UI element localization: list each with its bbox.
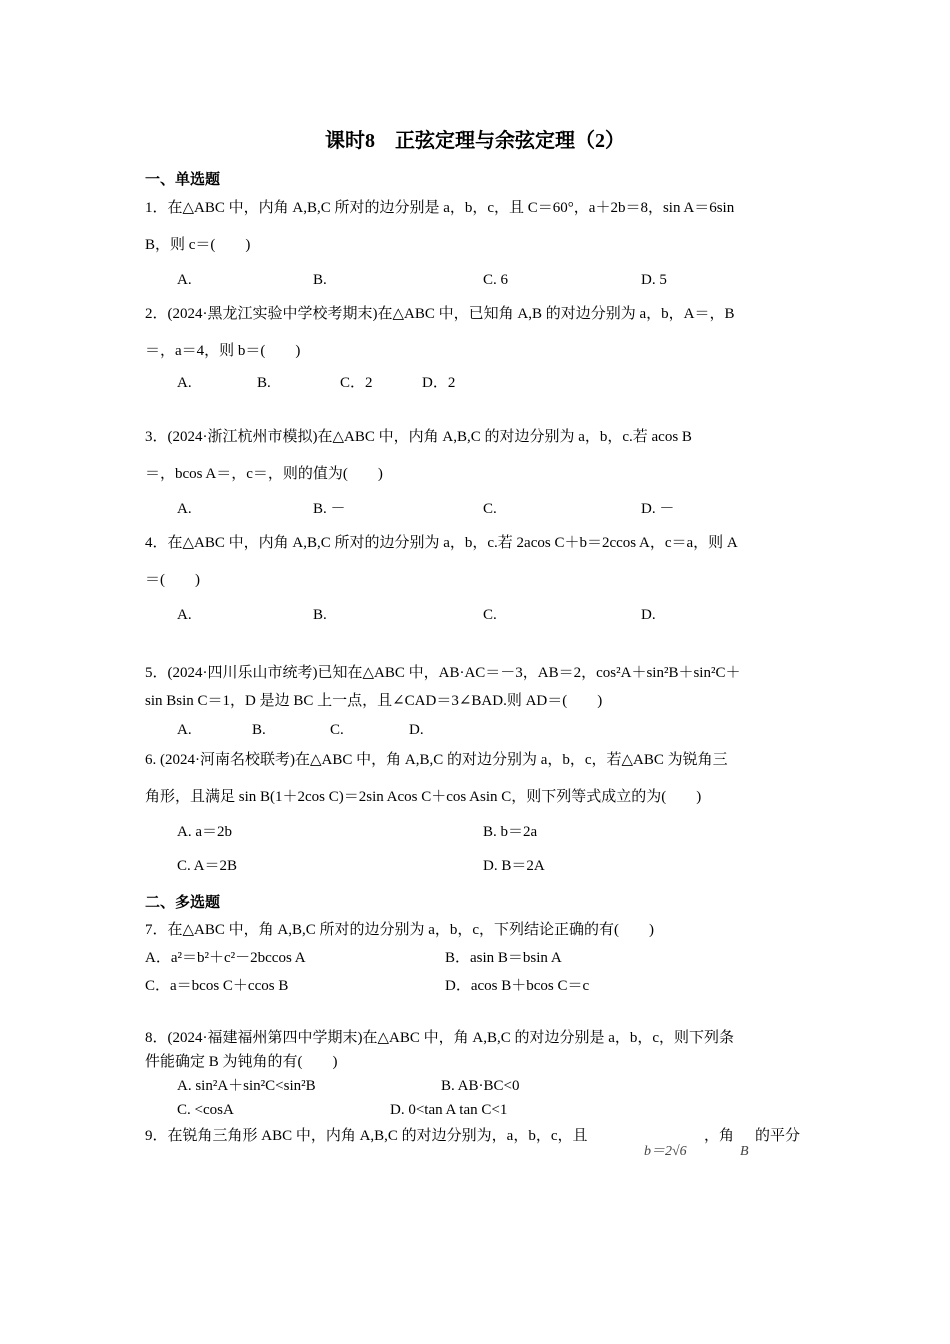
page-title: 课时8 正弦定理与余弦定理（2） — [325, 130, 625, 152]
q5-option-b: B. — [252, 722, 266, 738]
q8-line1: 8．(2024·福建福州第四中学期末)在△ABC 中，角 A,B,C 的对边分别是 a，b，c，则下列条 — [145, 1030, 735, 1046]
q7-option-a: A．a²＝b²＋c²－2bccos A — [145, 950, 306, 966]
q3-option-b: B. － — [313, 501, 346, 517]
q2-option-c: C．2 — [340, 375, 373, 391]
q4-option-b: B. — [313, 607, 327, 623]
q5-option-d: D. — [409, 722, 424, 738]
q5-line1: 5．(2024·四川乐山市统考)已知在△ABC 中，AB·AC＝－3，AB＝2，cos²A＋sin²B＋sin²C＋ — [145, 665, 741, 681]
q1-line1: 1．在△ABC 中，内角 A,B,C 所对的边分别是 a，b，c，且 C＝60°，a＋2b＝8，sin A＝6sin — [145, 200, 735, 216]
section-multi-choice: 二、多选题 — [145, 895, 221, 911]
q9-tail2: 的平分 — [755, 1128, 801, 1144]
q6-option-d: D. B＝2A — [483, 858, 545, 874]
q5-option-a: A. — [177, 722, 192, 738]
q8-line2: 件能确定 B 为钝角的有( ) — [145, 1054, 338, 1070]
q8-option-a: A. sin²A＋sin²C<sin²B — [177, 1078, 316, 1094]
q3-option-d: D. － — [641, 501, 675, 517]
q8-option-c: C. <cosA — [177, 1102, 234, 1118]
q3-line2: ＝，bcos A＝，c＝，则的值为( ) — [145, 466, 383, 482]
q6-option-c: C. A＝2B — [177, 858, 238, 874]
q4-option-c: C. — [483, 607, 497, 623]
q6-option-b: B. b＝2a — [483, 824, 538, 840]
q9-tail1: ，角 — [704, 1128, 735, 1144]
q9-formula2: B — [740, 1144, 749, 1159]
q2-option-a: A. — [177, 375, 192, 391]
q6-line2: 角形，且满足 sin B(1＋2cos C)＝2sin Acos C＋cos Asin C，则下列等式成立的为( ) — [145, 789, 702, 805]
q8-option-b: B. AB·BC<0 — [441, 1078, 520, 1094]
q4-line2: ＝( ) — [145, 572, 200, 588]
q7-line1: 7．在△ABC 中，角 A,B,C 所对的边分别为 a，b，c，下列结论正确的有( ) — [145, 922, 655, 938]
q1-line2: B，则 c＝( ) — [145, 237, 251, 253]
q7-option-c: C．a＝bcos C＋ccos B — [145, 978, 289, 994]
q9-formula: b＝2√6 — [644, 1144, 687, 1159]
q1-option-c: C. 6 — [483, 272, 509, 288]
q4-option-d: D. — [641, 607, 656, 623]
q6-line1: 6. (2024·河南名校联考)在△ABC 中，角 A,B,C 的对边分别为 a，b，c，若△ABC 为锐角三 — [145, 752, 728, 768]
q2-line2: ＝，a＝4，则 b＝( ) — [145, 343, 301, 359]
q1-option-b: B. — [313, 272, 327, 288]
section-single-choice: 一、单选题 — [145, 172, 221, 188]
q7-option-b: B．asin B＝bsin A — [445, 950, 562, 966]
q2-option-b: B. — [257, 375, 271, 391]
q2-line1: 2．(2024·黑龙江实验中学校考期末)在△ABC 中，已知角 A,B 的对边分别为 a，b，A＝，B — [145, 306, 735, 322]
q8-option-d: D. 0<tan A tan C<1 — [390, 1102, 508, 1118]
q5-line2: sin Bsin C＝1，D 是边 BC 上一点，且∠CAD＝3∠BAD.则 AD＝( ) — [145, 693, 603, 709]
q1-option-d: D. 5 — [641, 272, 667, 288]
q5-option-c: C. — [330, 722, 344, 738]
q4-option-a: A. — [177, 607, 192, 623]
q7-option-d: D．acos B＋bcos C＝c — [445, 978, 590, 994]
q3-option-a: A. — [177, 501, 192, 517]
q6-option-a: A. a＝2b — [177, 824, 232, 840]
q2-option-d: D．2 — [422, 375, 456, 391]
q9-line1: 9．在锐角三角形 ABC 中，内角 A,B,C 的对边分别为，a，b，c，且 — [145, 1128, 588, 1144]
q3-line1: 3．(2024·浙江杭州市模拟)在△ABC 中，内角 A,B,C 的对边分别为 a，b，c.若 acos B — [145, 429, 692, 445]
q4-line1: 4．在△ABC 中，内角 A,B,C 所对的边分别为 a，b，c.若 2acos C＋b＝2ccos A，c＝a，则 A — [145, 535, 738, 551]
q3-option-c: C. — [483, 501, 497, 517]
q1-option-a: A. — [177, 272, 192, 288]
